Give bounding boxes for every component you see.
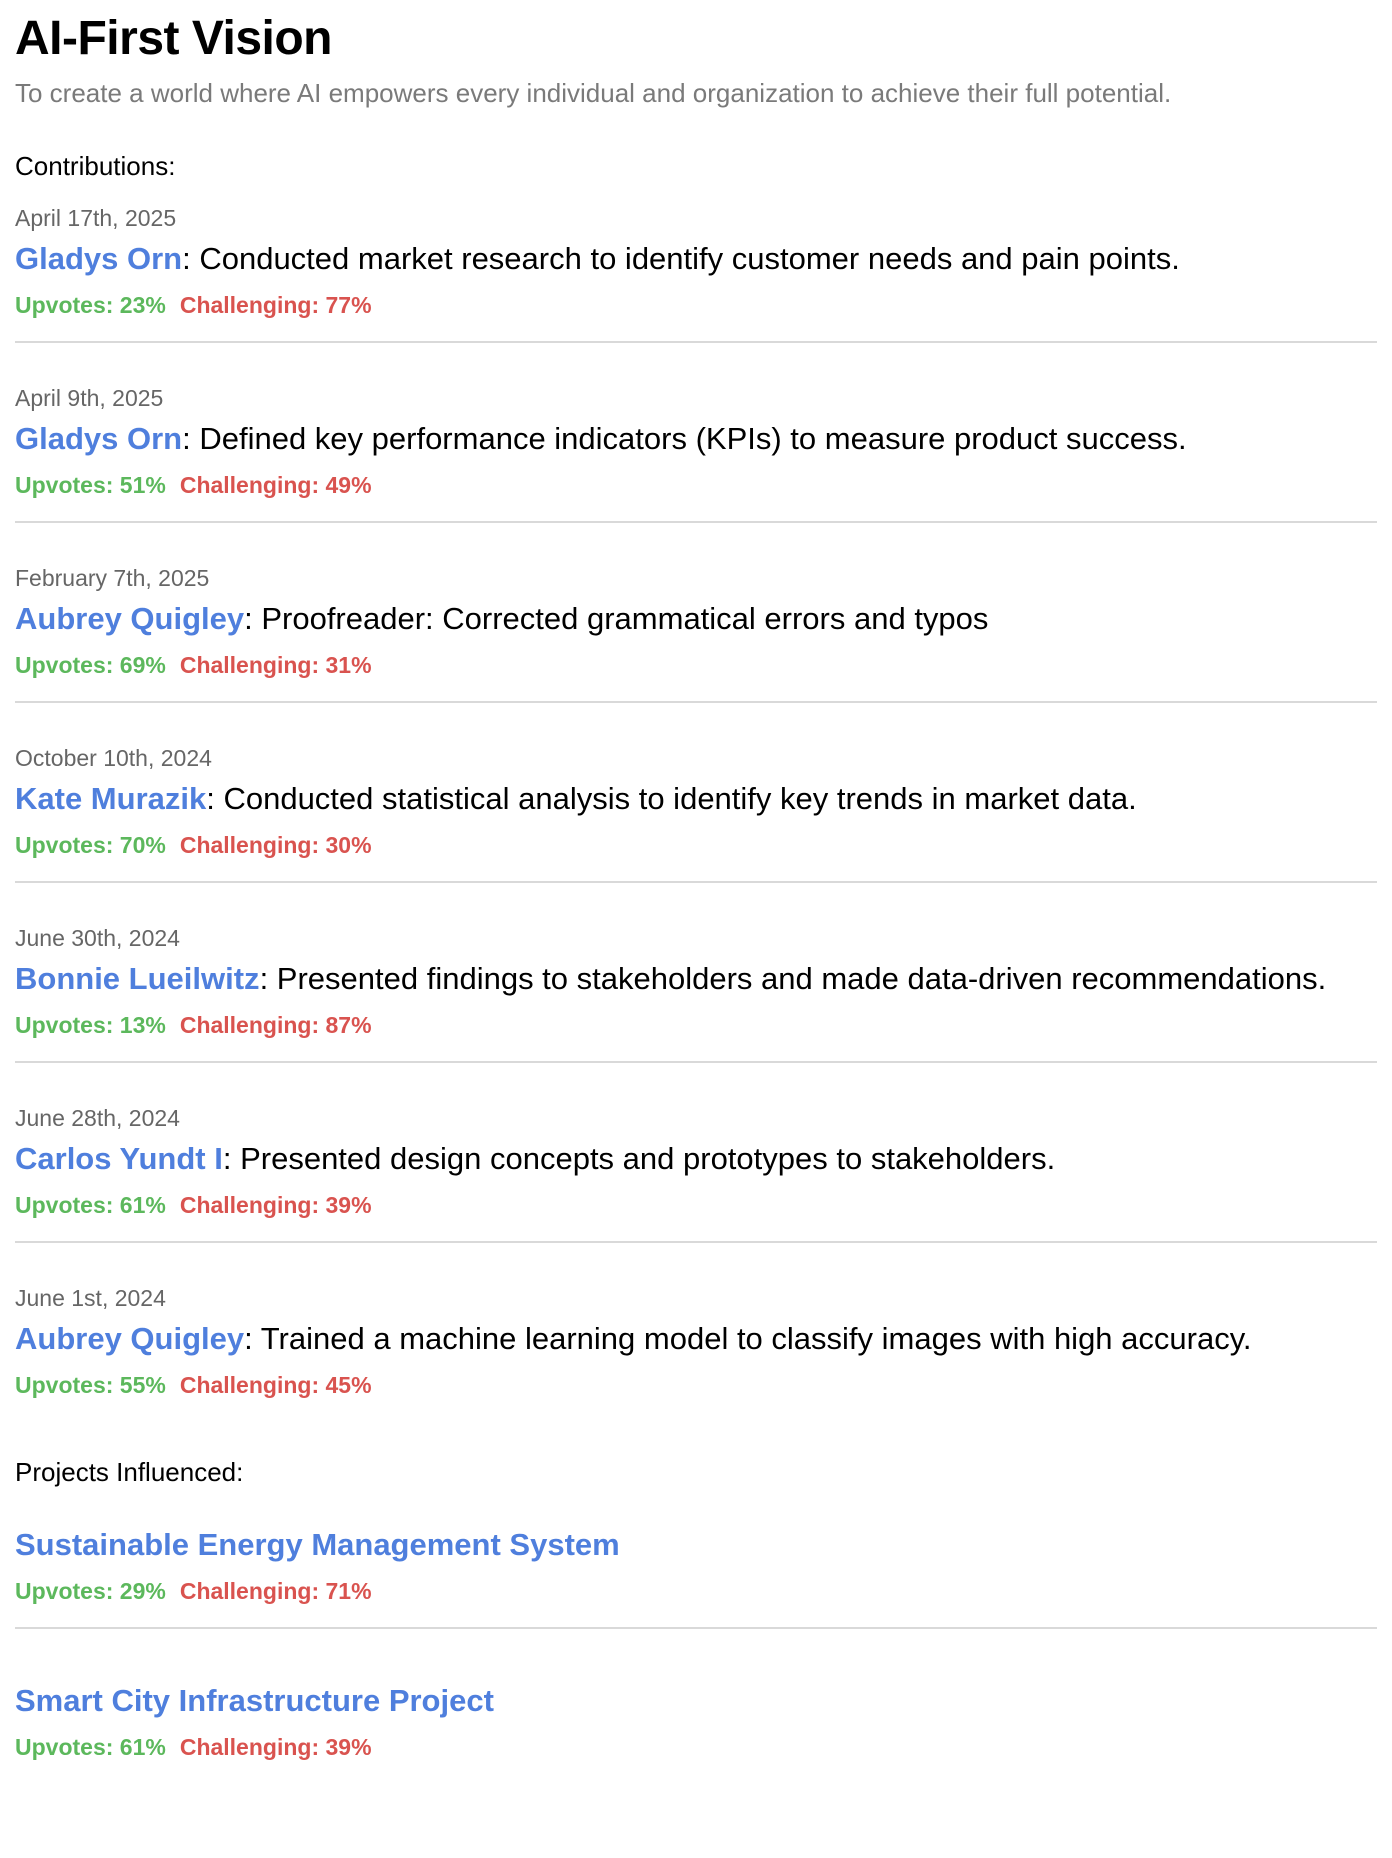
contribution-text: : Presented findings to stakeholders and made data-driven recommendations. xyxy=(259,961,1327,996)
contribution-item xyxy=(15,563,1377,703)
contribution-description xyxy=(15,239,1377,279)
project-item xyxy=(15,1525,1377,1629)
challenging-stat: Challenging: 39% xyxy=(179,1734,372,1760)
contribution-item xyxy=(15,203,1377,343)
contribution-item xyxy=(15,923,1377,1063)
contribution-date: April 17th, 2025 xyxy=(15,205,177,231)
vote-stats xyxy=(15,825,1377,865)
project-item xyxy=(15,1681,1377,1783)
contribution-text: : Conducted market research to identify customer needs and pain points. xyxy=(182,241,1180,276)
vision-statement: To create a world where AI empowers every individual and organization to achieve their full potential. xyxy=(15,78,1172,108)
contribution-date: June 30th, 2024 xyxy=(15,925,180,951)
upvotes-stat: Upvotes: 69% xyxy=(15,652,166,678)
author-link[interactable]: Kate Murazik xyxy=(15,781,207,816)
author-link[interactable]: Aubrey Quigley xyxy=(15,601,245,636)
contribution-text: : Presented design concepts and prototypes to stakeholders. xyxy=(222,1141,1056,1176)
challenging-stat: Challenging: 31% xyxy=(179,652,372,678)
contribution-date: October 10th, 2024 xyxy=(15,745,212,771)
upvotes-stat: Upvotes: 61% xyxy=(15,1734,166,1760)
author-link[interactable]: Gladys Orn xyxy=(15,241,183,276)
challenging-stat: Challenging: 45% xyxy=(179,1372,372,1398)
contribution-date: February 7th, 2025 xyxy=(15,565,210,591)
upvotes-stat: Upvotes: 55% xyxy=(15,1372,166,1398)
upvotes-stat: Upvotes: 70% xyxy=(15,832,166,858)
vote-stats xyxy=(15,645,1377,685)
author-link[interactable]: Bonnie Lueilwitz xyxy=(15,961,260,996)
contribution-description xyxy=(15,419,1377,459)
contribution-description xyxy=(15,959,1377,999)
contributions-list xyxy=(15,203,1377,1421)
challenging-stat: Challenging: 71% xyxy=(179,1578,372,1604)
vote-stats xyxy=(15,285,1377,325)
contribution-description xyxy=(15,1139,1377,1179)
upvotes-stat: Upvotes: 51% xyxy=(15,472,166,498)
contribution-item xyxy=(15,1103,1377,1243)
vote-stats xyxy=(15,1727,1377,1767)
author-link[interactable]: Gladys Orn xyxy=(15,421,183,456)
challenging-stat: Challenging: 87% xyxy=(179,1012,372,1038)
vote-stats xyxy=(15,1571,1377,1611)
projects-heading: Projects Influenced: xyxy=(15,1457,244,1487)
author-link[interactable]: Carlos Yundt I xyxy=(15,1141,223,1176)
upvotes-stat: Upvotes: 61% xyxy=(15,1192,166,1218)
project-link[interactable]: Sustainable Energy Management System xyxy=(15,1527,620,1562)
challenging-stat: Challenging: 39% xyxy=(179,1192,372,1218)
contribution-description xyxy=(15,599,1377,639)
vote-stats xyxy=(15,465,1377,505)
contributions-heading: Contributions: xyxy=(15,151,176,181)
contribution-text: : Defined key performance indicators (KPIs) to measure product success. xyxy=(182,421,1187,456)
vote-stats xyxy=(15,1365,1377,1405)
contribution-date: April 9th, 2025 xyxy=(15,385,164,411)
contribution-item xyxy=(15,1283,1377,1421)
contribution-text: : Conducted statistical analysis to identify key trends in market data. xyxy=(206,781,1137,816)
contribution-text: : Proofreader: Corrected grammatical errors and typos xyxy=(244,601,989,636)
author-link[interactable]: Aubrey Quigley xyxy=(15,1321,245,1356)
project-link[interactable]: Smart City Infrastructure Project xyxy=(15,1683,494,1718)
contribution-description xyxy=(15,779,1377,819)
contribution-date: June 28th, 2024 xyxy=(15,1105,180,1131)
contribution-item xyxy=(15,383,1377,523)
upvotes-stat: Upvotes: 23% xyxy=(15,292,166,318)
vote-stats xyxy=(15,1185,1377,1225)
contribution-item xyxy=(15,743,1377,883)
contribution-description xyxy=(15,1319,1377,1359)
challenging-stat: Challenging: 77% xyxy=(179,292,372,318)
challenging-stat: Challenging: 30% xyxy=(179,832,372,858)
vote-stats xyxy=(15,1005,1377,1045)
contribution-text: : Trained a machine learning model to classify images with high accuracy. xyxy=(244,1321,1252,1356)
page-title: AI-First Vision xyxy=(15,12,332,65)
challenging-stat: Challenging: 49% xyxy=(179,472,372,498)
contribution-date: June 1st, 2024 xyxy=(15,1285,166,1311)
projects-list xyxy=(15,1525,1377,1783)
upvotes-stat: Upvotes: 13% xyxy=(15,1012,166,1038)
upvotes-stat: Upvotes: 29% xyxy=(15,1578,166,1604)
